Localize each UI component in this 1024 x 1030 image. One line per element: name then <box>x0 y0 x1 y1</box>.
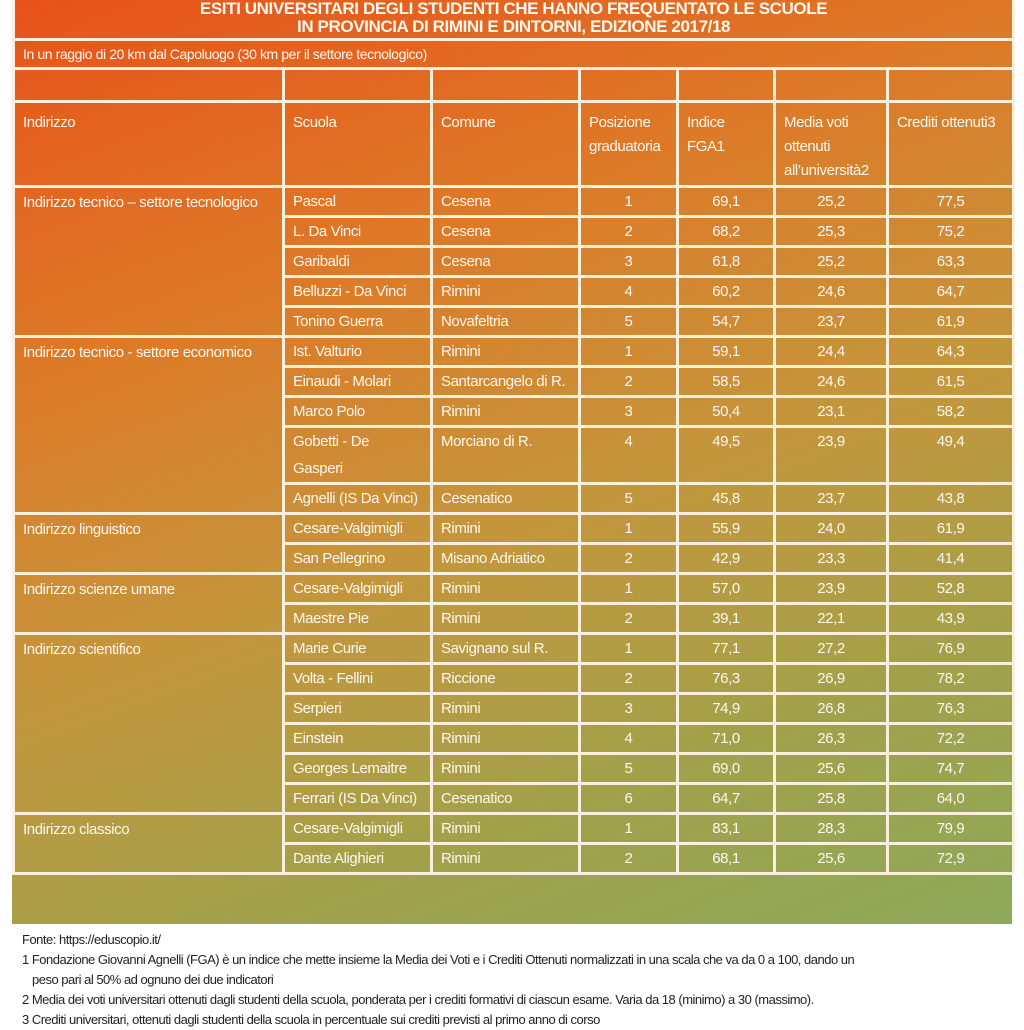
cell-crediti: 64,0 <box>888 784 1014 814</box>
cell-media: 25,6 <box>775 754 888 784</box>
cell-crediti: 58,2 <box>888 397 1014 427</box>
header-indice-fga: Indice FGA1 <box>678 102 775 187</box>
cell-pos: 2 <box>580 844 678 874</box>
cell-crediti: 49,4 <box>888 427 1014 484</box>
cell-media: 22,1 <box>775 604 888 634</box>
footnotes <box>22 930 1012 1030</box>
cell-scuola: Belluzzi - Da Vinci <box>284 277 432 307</box>
cell-fga: 54,7 <box>678 307 775 337</box>
cell-fga: 76,3 <box>678 664 775 694</box>
cell-pos: 3 <box>580 397 678 427</box>
cell-indirizzo: Indirizzo scienze umane <box>14 574 284 634</box>
subtitle: In un raggio di 20 km dal Capoluogo (30 km per il settore tecnologico) <box>14 40 1014 69</box>
cell-media: 25,3 <box>775 217 888 247</box>
cell-media: 25,2 <box>775 247 888 277</box>
cell-crediti: 75,2 <box>888 217 1014 247</box>
cell-comune: Morciano di R. <box>432 427 580 484</box>
cell-pos: 4 <box>580 724 678 754</box>
cell-pos: 4 <box>580 277 678 307</box>
cell-comune: Cesena <box>432 187 580 217</box>
table-row <box>14 574 1014 604</box>
cell-comune: Cesena <box>432 247 580 277</box>
cell-fga: 58,5 <box>678 367 775 397</box>
cell-comune: Rimini <box>432 844 580 874</box>
cell-crediti: 64,7 <box>888 277 1014 307</box>
cell-pos: 5 <box>580 307 678 337</box>
cell-media: 26,9 <box>775 664 888 694</box>
cell-fga: 71,0 <box>678 724 775 754</box>
page-title <box>14 0 1014 40</box>
cell-comune: Rimini <box>432 514 580 544</box>
cell-comune: Rimini <box>432 814 580 844</box>
cell-media: 26,8 <box>775 694 888 724</box>
cell-fga: 42,9 <box>678 544 775 574</box>
source-note: Fonte: https://eduscopio.it/ <box>22 932 161 947</box>
cell-crediti: 61,9 <box>888 514 1014 544</box>
cell-media: 24,4 <box>775 337 888 367</box>
cell-pos: 2 <box>580 217 678 247</box>
cell-scuola: Cesare-Valgimigli <box>284 574 432 604</box>
cell-pos: 4 <box>580 427 678 484</box>
cell-fga: 55,9 <box>678 514 775 544</box>
cell-comune: Cesena <box>432 217 580 247</box>
header-row <box>14 102 1014 187</box>
cell-pos: 1 <box>580 187 678 217</box>
table-row <box>14 814 1014 844</box>
cell-fga: 74,9 <box>678 694 775 724</box>
cell-crediti: 64,3 <box>888 337 1014 367</box>
cell-media: 23,1 <box>775 397 888 427</box>
cell-comune: Rimini <box>432 337 580 367</box>
cell-media: 28,3 <box>775 814 888 844</box>
cell-comune: Misano Adriatico <box>432 544 580 574</box>
header-comune: Comune <box>432 102 580 187</box>
cell-scuola: Tonino Guerra <box>284 307 432 337</box>
cell-crediti: 43,8 <box>888 484 1014 514</box>
cell-pos: 2 <box>580 367 678 397</box>
cell-comune: Rimini <box>432 724 580 754</box>
cell-media: 23,3 <box>775 544 888 574</box>
cell-scuola: Serpieri <box>284 694 432 724</box>
cell-media: 26,3 <box>775 724 888 754</box>
cell-fga: 57,0 <box>678 574 775 604</box>
cell-scuola: Gobetti - De Gasperi <box>284 427 432 484</box>
cell-scuola: Ist. Valturio <box>284 337 432 367</box>
cell-crediti: 72,2 <box>888 724 1014 754</box>
cell-scuola: Agnelli (IS Da Vinci) <box>284 484 432 514</box>
cell-pos: 1 <box>580 574 678 604</box>
results-table <box>12 0 1015 875</box>
cell-pos: 3 <box>580 694 678 724</box>
cell-comune: Rimini <box>432 694 580 724</box>
cell-fga: 61,8 <box>678 247 775 277</box>
cell-media: 27,2 <box>775 634 888 664</box>
cell-fga: 50,4 <box>678 397 775 427</box>
cell-scuola: Einstein <box>284 724 432 754</box>
header-scuola: Scuola <box>284 102 432 187</box>
cell-fga: 77,1 <box>678 634 775 664</box>
cell-fga: 68,2 <box>678 217 775 247</box>
cell-crediti: 77,5 <box>888 187 1014 217</box>
cell-media: 25,6 <box>775 844 888 874</box>
cell-media: 23,9 <box>775 427 888 484</box>
blank-row <box>14 69 1014 102</box>
cell-media: 25,2 <box>775 187 888 217</box>
cell-indirizzo: Indirizzo classico <box>14 814 284 874</box>
cell-pos: 5 <box>580 754 678 784</box>
cell-fga: 69,0 <box>678 754 775 784</box>
cell-comune: Rimini <box>432 397 580 427</box>
cell-crediti: 43,9 <box>888 604 1014 634</box>
cell-pos: 1 <box>580 634 678 664</box>
cell-pos: 3 <box>580 247 678 277</box>
cell-scuola: Einaudi - Molari <box>284 367 432 397</box>
cell-pos: 5 <box>580 484 678 514</box>
cell-media: 24,6 <box>775 277 888 307</box>
cell-indirizzo: Indirizzo tecnico – settore tecnologico <box>14 187 284 337</box>
header-indirizzo: Indirizzo <box>14 102 284 187</box>
cell-crediti: 61,9 <box>888 307 1014 337</box>
cell-crediti: 52,8 <box>888 574 1014 604</box>
cell-pos: 6 <box>580 784 678 814</box>
cell-indirizzo: Indirizzo scientifico <box>14 634 284 814</box>
table-row <box>14 514 1014 544</box>
footnote-1-continued: peso pari al 50% ad ognuno dei due indicatori <box>32 972 274 987</box>
cell-media: 24,0 <box>775 514 888 544</box>
cell-comune: Novafeltria <box>432 307 580 337</box>
cell-media: 24,6 <box>775 367 888 397</box>
cell-scuola: Ferrari (IS Da Vinci) <box>284 784 432 814</box>
header-media-voti: Media voti ottenuti all’università2 <box>775 102 888 187</box>
cell-crediti: 63,3 <box>888 247 1014 277</box>
cell-fga: 49,5 <box>678 427 775 484</box>
cell-indirizzo: Indirizzo linguistico <box>14 514 284 574</box>
cell-scuola: Pascal <box>284 187 432 217</box>
cell-media: 23,7 <box>775 484 888 514</box>
table-row <box>14 337 1014 367</box>
footnote-1: 1 Fondazione Giovanni Agnelli (FGA) è un indice che mette insieme la Media dei Voti e i Crediti Ottenuti normalizzati in una scala che va da 0 a 100, dando un <box>22 952 855 967</box>
cell-pos: 2 <box>580 664 678 694</box>
cell-pos: 2 <box>580 544 678 574</box>
cell-pos: 1 <box>580 814 678 844</box>
cell-crediti: 76,9 <box>888 634 1014 664</box>
cell-crediti: 79,9 <box>888 814 1014 844</box>
cell-scuola: Maestre Pie <box>284 604 432 634</box>
cell-scuola: Marie Curie <box>284 634 432 664</box>
cell-comune: Rimini <box>432 754 580 784</box>
cell-crediti: 72,9 <box>888 844 1014 874</box>
cell-indirizzo: Indirizzo tecnico - settore economico <box>14 337 284 514</box>
cell-crediti: 76,3 <box>888 694 1014 724</box>
cell-fga: 68,1 <box>678 844 775 874</box>
cell-fga: 83,1 <box>678 814 775 844</box>
cell-scuola: Cesare-Valgimigli <box>284 514 432 544</box>
cell-crediti: 61,5 <box>888 367 1014 397</box>
cell-comune: Rimini <box>432 574 580 604</box>
cell-pos: 1 <box>580 337 678 367</box>
cell-fga: 60,2 <box>678 277 775 307</box>
cell-scuola: Georges Lemaitre <box>284 754 432 784</box>
cell-scuola: San Pellegrino <box>284 544 432 574</box>
cell-scuola: Dante Alighieri <box>284 844 432 874</box>
title-line-1: ESITI UNIVERSITARI DEGLI STUDENTI CHE HANNO FREQUENTATO LE SCUOLE <box>199 0 828 18</box>
cell-media: 23,7 <box>775 307 888 337</box>
header-posizione: Posizione graduatoria <box>580 102 678 187</box>
cell-scuola: L. Da Vinci <box>284 217 432 247</box>
cell-comune: Santarcangelo di R. <box>432 367 580 397</box>
cell-comune: Riccione <box>432 664 580 694</box>
cell-crediti: 78,2 <box>888 664 1014 694</box>
cell-crediti: 74,7 <box>888 754 1014 784</box>
title-line-2: IN PROVINCIA DI RIMINI E DINTORNI, EDIZIONE 2017/18 <box>297 17 731 36</box>
cell-scuola: Garibaldi <box>284 247 432 277</box>
cell-pos: 1 <box>580 514 678 544</box>
cell-crediti: 41,4 <box>888 544 1014 574</box>
footnote-3: 3 Crediti universitari, ottenuti dagli studenti della scuola in percentuale sui crediti previsti al primo anno di corso <box>22 1012 600 1027</box>
cell-comune: Rimini <box>432 277 580 307</box>
cell-comune: Cesenatico <box>432 784 580 814</box>
cell-fga: 59,1 <box>678 337 775 367</box>
table-row <box>14 187 1014 217</box>
cell-media: 25,8 <box>775 784 888 814</box>
cell-fga: 69,1 <box>678 187 775 217</box>
cell-fga: 64,7 <box>678 784 775 814</box>
cell-scuola: Cesare-Valgimigli <box>284 814 432 844</box>
cell-comune: Savignano sul R. <box>432 634 580 664</box>
cell-comune: Cesenatico <box>432 484 580 514</box>
cell-media: 23,9 <box>775 574 888 604</box>
header-crediti: Crediti ottenuti3 <box>888 102 1014 187</box>
cell-fga: 45,8 <box>678 484 775 514</box>
cell-comune: Rimini <box>432 604 580 634</box>
cell-scuola: Marco Polo <box>284 397 432 427</box>
cell-fga: 39,1 <box>678 604 775 634</box>
cell-pos: 2 <box>580 604 678 634</box>
table-row <box>14 634 1014 664</box>
footnote-2: 2 Media dei voti universitari ottenuti dagli studenti della scuola, ponderata per i crediti formativi di ciascun esame. Varia da 18 (minimo) a 30 (massimo). <box>22 992 814 1007</box>
cell-scuola: Volta - Fellini <box>284 664 432 694</box>
